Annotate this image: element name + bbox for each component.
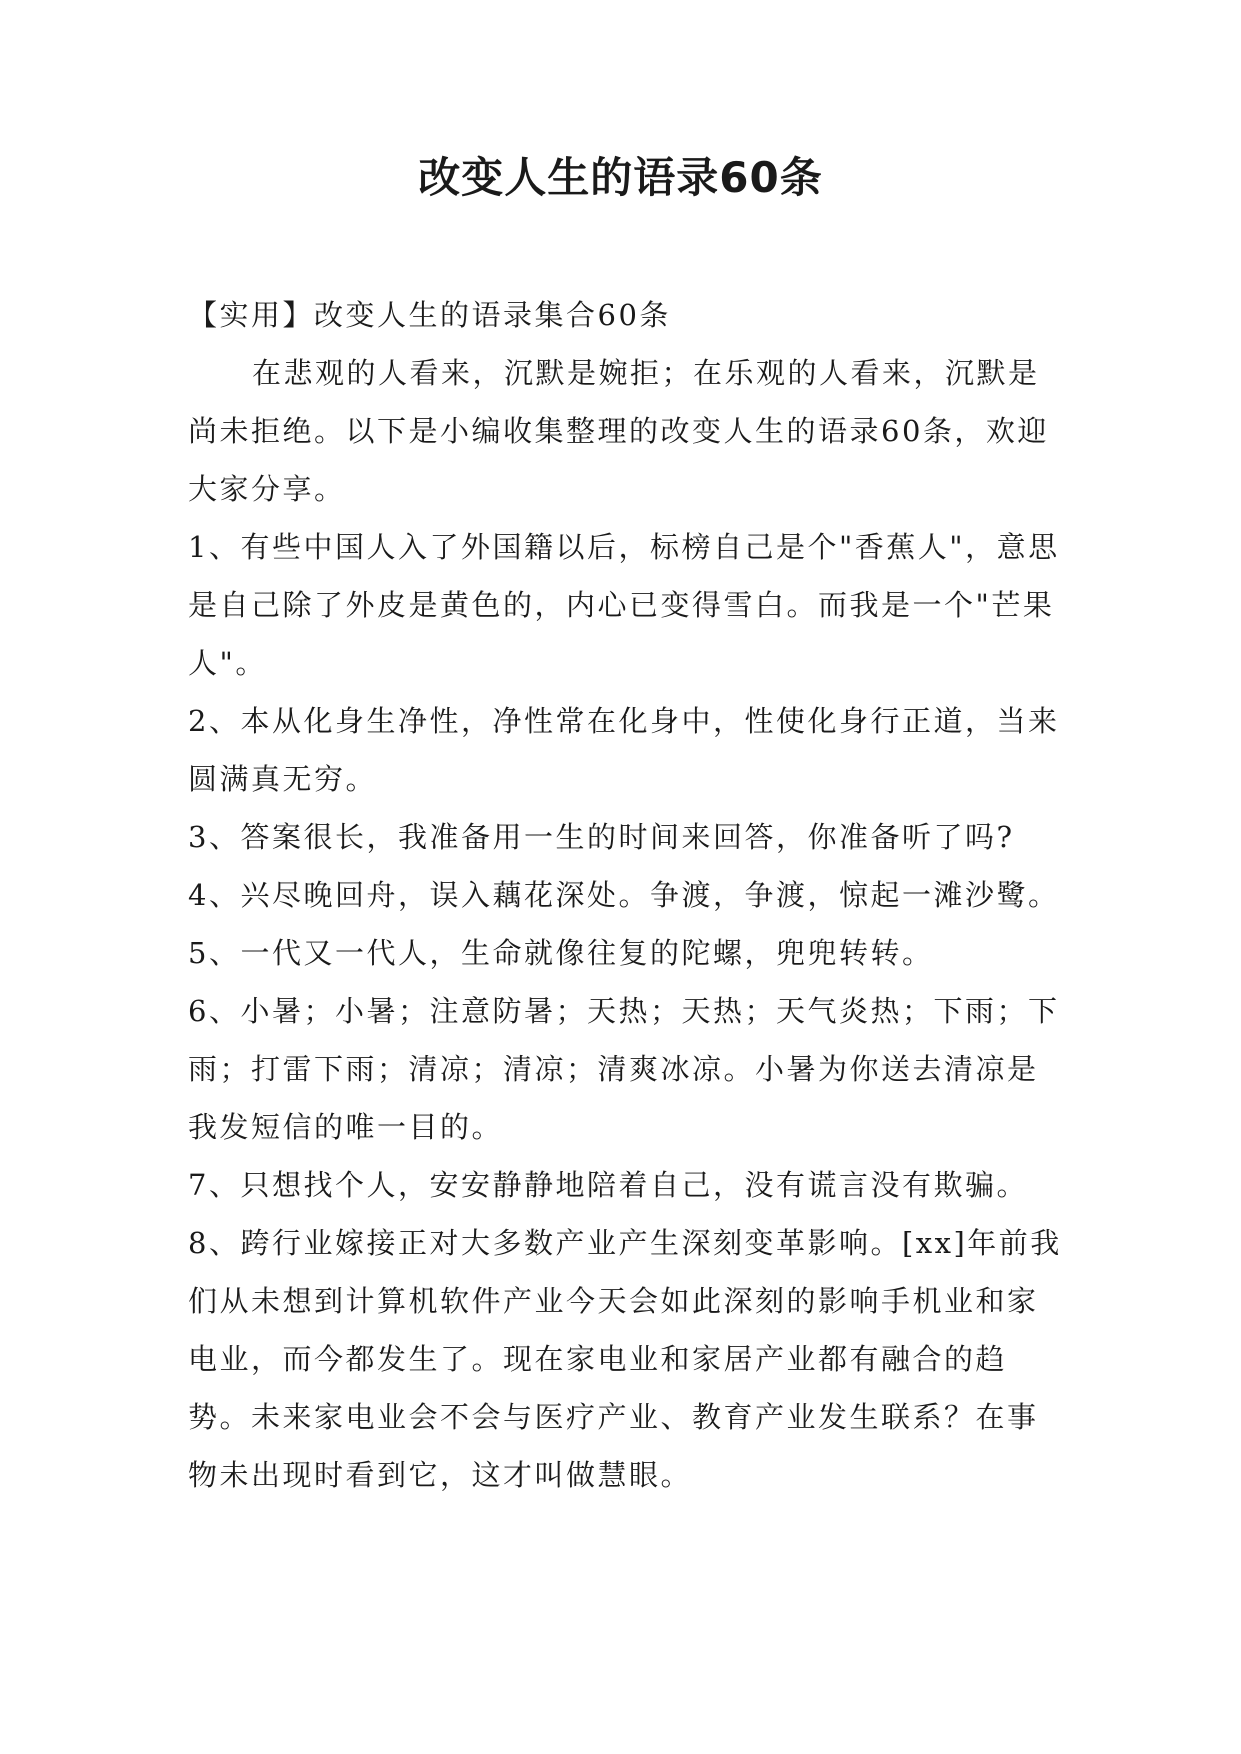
quote-item-3: 3、答案很长，我准备用一生的时间来回答，你准备听了吗? <box>188 820 1015 854</box>
quote-item-5: 5、一代又一代人，生命就像往复的陀螺，兜兜转转。 <box>188 936 934 970</box>
document-body <box>188 286 1068 1504</box>
quote-item-8: 8、跨行业嫁接正对大多数产业产生深刻变革影响。[xx]年前我们从未想到计算机软件产业今天会如此深刻的影响手机业和家电业，而今都发生了。现在家电业和家居产业都有融合的趋势。未来家电业会不会与医疗产业、教育产业发生联系？在事物未出现时看到它，这才叫做慧眼。 <box>188 1226 1062 1492</box>
quote-item-2: 2、本从化身生净性，净性常在化身中，性使化身行正道，当来圆满真无穷。 <box>188 704 1060 796</box>
quote-item-4: 4、兴尽晚回舟，误入藕花深处。争渡，争渡，惊起一滩沙鹭。 <box>188 878 1060 912</box>
quote-item-1: 1、有些中国人入了外国籍以后，标榜自己是个"香蕉人"，意思是自己除了外皮是黄色的，内心已变得雪白。而我是一个"芒果人"。 <box>188 530 1060 680</box>
document-subtitle: 【实用】改变人生的语录集合60条 <box>188 298 671 332</box>
intro-paragraph: 在悲观的人看来，沉默是婉拒；在乐观的人看来，沉默是尚未拒绝。以下是小编收集整理的改变人生的语录60条，欢迎大家分享。 <box>188 356 1049 506</box>
quote-item-6: 6、小暑；小暑；注意防暑；天热；天热；天气炎热；下雨；下雨；打雷下雨；清凉；清凉；清爽冰凉。小暑为你送去清凉是我发短信的唯一目的。 <box>188 994 1060 1144</box>
document-title: 改变人生的语录60条 <box>418 153 823 202</box>
quote-item-7: 7、只想找个人，安安静静地陪着自己，没有谎言没有欺骗。 <box>188 1168 1028 1202</box>
